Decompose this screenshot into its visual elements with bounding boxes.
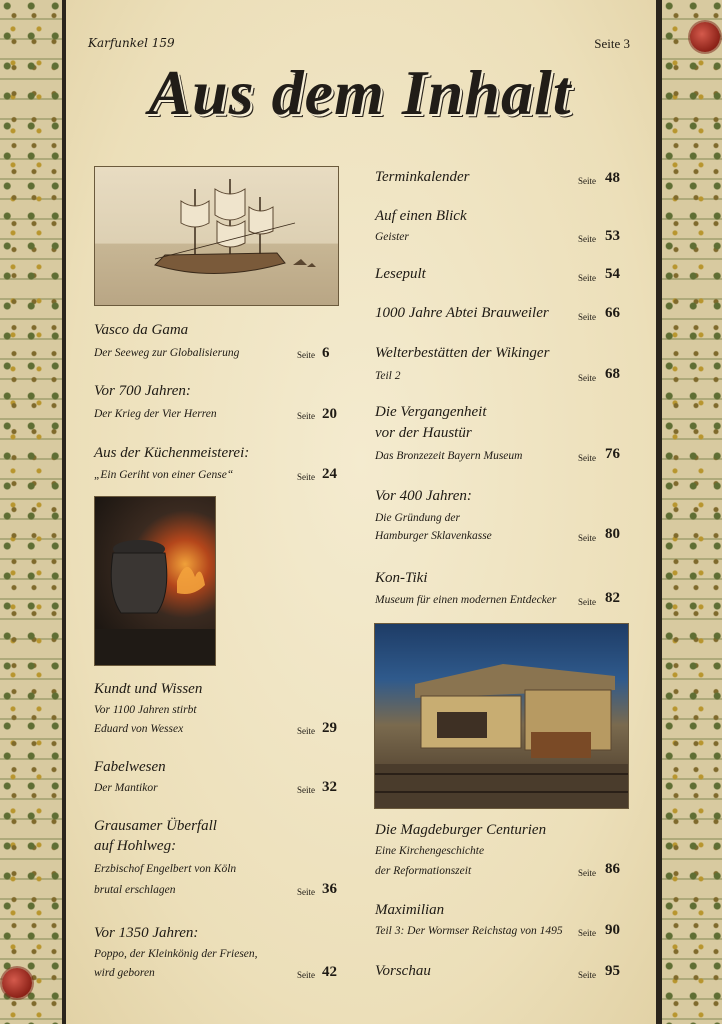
toc-page-number: 82 [605, 590, 620, 606]
toc-heading: 1000 Jahre Abtei Brauweiler [375, 305, 549, 321]
toc-page-number: 24 [322, 466, 337, 482]
toc-page-number: 53 [605, 228, 620, 244]
toc-page-number: 29 [322, 720, 337, 736]
pot-over-fire-icon [95, 497, 216, 666]
seite-label: Seite [297, 726, 315, 736]
toc-heading: Die Vergangenheit [375, 404, 487, 420]
seite-label: Seite [578, 234, 596, 244]
toc-subtitle: „Ein Geriht von einer Gense“ [94, 469, 234, 481]
toc-subtitle: Hamburger Sklavenkasse [375, 530, 492, 542]
kon-tiki-raft-photo [374, 623, 629, 809]
toc-heading: Vorschau [375, 963, 431, 979]
toc-page-number: 66 [605, 305, 620, 321]
toc-subtitle: Vor 1100 Jahren stirbt [94, 704, 197, 716]
toc-page-number: 68 [605, 366, 620, 382]
seite-label: Seite [578, 373, 596, 383]
wax-seal-bottom-left [2, 968, 32, 998]
toc-heading: Vor 1350 Jahren: [94, 925, 199, 941]
toc-heading: Fabelwesen [94, 759, 166, 775]
toc-subtitle: brutal erschlagen [94, 884, 176, 896]
toc-subtitle: Teil 3: Der Wormser Reichstag von 1495 [375, 925, 563, 937]
toc-heading: Aus der Küchenmeisterei: [94, 445, 250, 461]
toc-heading: Maximilian [375, 902, 445, 918]
toc-page-number: 20 [322, 406, 337, 422]
toc-subtitle: Das Bronzezeit Bayern Museum [375, 450, 523, 462]
toc-page-number: 36 [322, 881, 337, 897]
toc-page-number: 76 [605, 446, 620, 462]
toc-heading: Terminkalender [375, 169, 470, 185]
toc-subtitle: Geister [375, 231, 409, 243]
toc-page-number: 95 [605, 963, 620, 979]
toc-subtitle: der Reformationszeit [375, 865, 472, 877]
toc-heading: Grausamer Überfall [94, 818, 217, 834]
seite-label: Seite [578, 273, 596, 283]
toc-subtitle: Erzbischof Engelbert von Köln [94, 863, 237, 875]
toc-page-number: 86 [605, 861, 620, 877]
toc-heading: Kon-Tiki [375, 570, 428, 586]
toc-page-number: 54 [605, 266, 620, 282]
wax-seal-top-right [690, 22, 720, 52]
toc-heading: Vor 700 Jahren: [94, 383, 191, 399]
toc-heading: Welterbestätten der Wikinger [375, 345, 550, 361]
right-floral-border [656, 0, 722, 1024]
seite-label: Seite [297, 350, 315, 360]
toc-page-number: 42 [322, 964, 337, 980]
page-number-label: Seite 3 [594, 36, 630, 51]
toc-heading: Die Magdeburger Centurien [375, 822, 547, 838]
seite-label: Seite [578, 970, 596, 980]
toc-subtitle: Der Krieg der Vier Herren [94, 408, 217, 420]
toc-subtitle: Teil 2 [375, 370, 401, 382]
toc-subtitle: Eine Kirchengeschichte [375, 845, 485, 857]
raft-hut-icon [375, 624, 629, 809]
toc-heading: Lesepult [375, 266, 426, 282]
toc-heading: vor der Haustür [375, 425, 472, 441]
ship-drawing-icon [95, 167, 339, 306]
seite-label: Seite [578, 928, 596, 938]
galleon-illustration [94, 166, 339, 306]
toc-heading: Auf einen Blick [375, 208, 467, 224]
toc-subtitle: Der Seeweg zur Globalisierung [94, 347, 240, 359]
seite-label: Seite [297, 887, 315, 897]
toc-heading: Vasco da Gama [94, 322, 189, 338]
seite-label: Seite [297, 785, 315, 795]
toc-page-number: 32 [322, 779, 337, 795]
toc-page-number: 48 [605, 170, 620, 186]
toc-page-number: 90 [605, 922, 620, 938]
toc-page-number: 6 [322, 345, 330, 361]
seite-label: Seite [297, 411, 315, 421]
toc-heading: auf Hohlweg: [94, 838, 177, 854]
toc-subtitle: Museum für einen modernen Entdecker [375, 594, 557, 606]
page-title: Aus dem Inhalt [148, 57, 572, 128]
toc-subtitle: Eduard von Wessex [94, 723, 184, 735]
seite-label: Seite [578, 868, 596, 878]
toc-page-number: 80 [605, 526, 620, 542]
cooking-pot-photo [94, 496, 216, 666]
toc-heading: Vor 400 Jahren: [375, 488, 472, 504]
seite-label: Seite [297, 970, 315, 980]
seite-label: Seite [578, 533, 596, 543]
left-floral-border [0, 0, 66, 1024]
seite-label: Seite [578, 453, 596, 463]
toc-heading: Kundt und Wissen [94, 681, 203, 697]
toc-subtitle: Die Gründung der [375, 512, 460, 524]
magazine-issue: Karfunkel 159 [88, 36, 175, 50]
toc-subtitle: Poppo, der Kleinkönig der Friesen, [94, 948, 258, 960]
seite-label: Seite [297, 472, 315, 482]
seite-label: Seite [578, 176, 596, 186]
seite-label: Seite [578, 312, 596, 322]
seite-label: Seite [578, 597, 596, 607]
toc-subtitle: Der Mantikor [94, 782, 158, 794]
toc-subtitle: wird geboren [94, 967, 155, 979]
